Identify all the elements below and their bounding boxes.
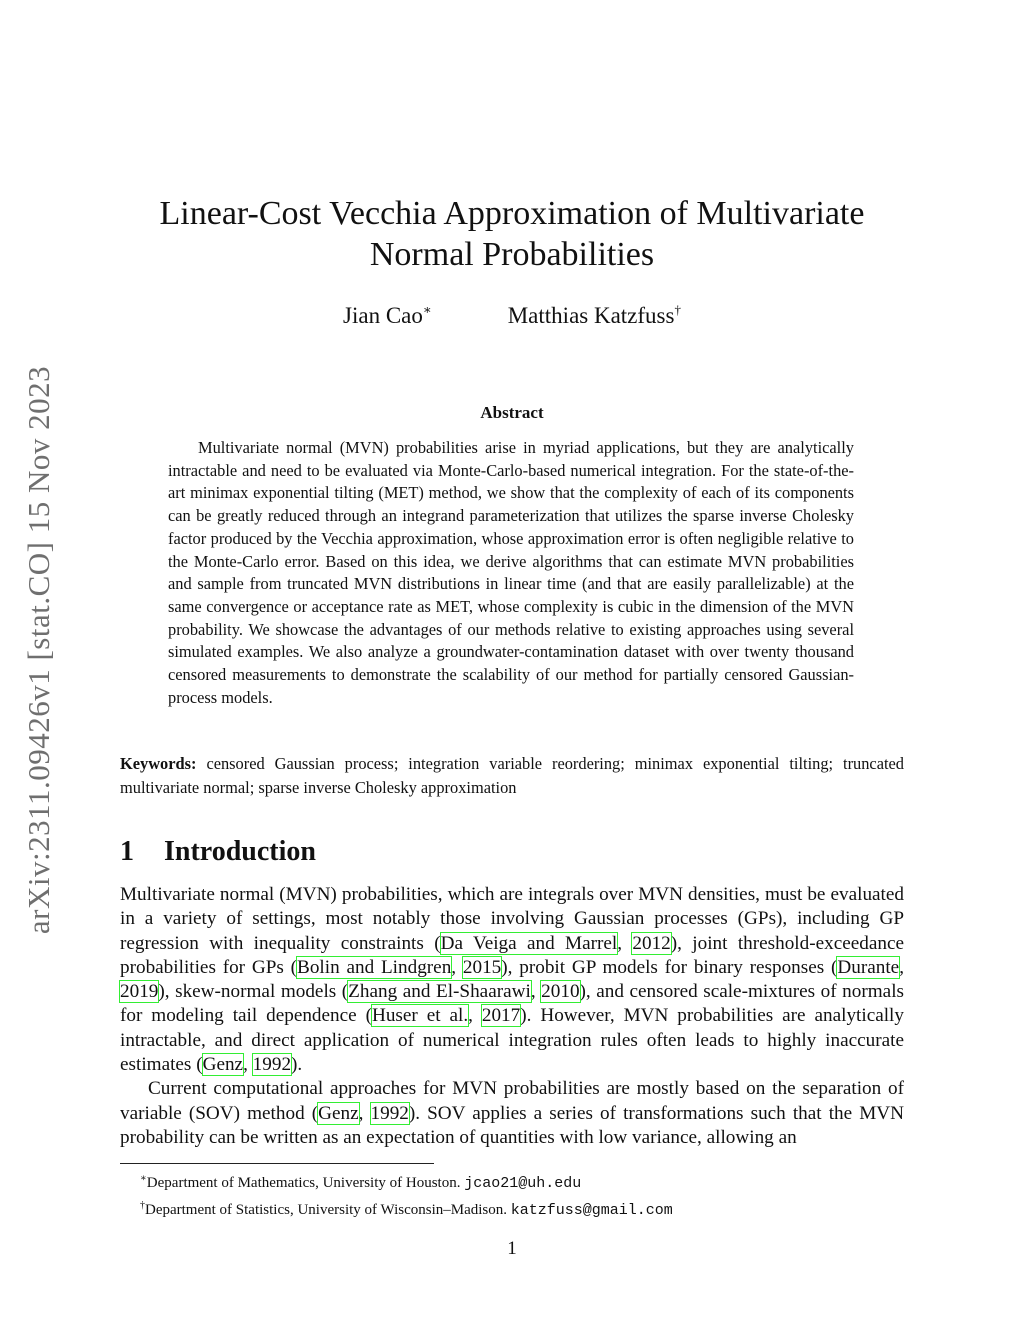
footnotes	[140, 1168, 910, 1222]
footnote-1-email[interactable]: jcao21@uh.edu	[464, 1175, 582, 1192]
author-1: Jian Cao∗	[343, 302, 432, 328]
keywords-text: censored Gaussian process; integration variable reordering; minimax exponential tilting; truncated multivariate normal; sparse inverse Cholesky approximation	[120, 754, 904, 797]
title-line-2: Normal Probabilities	[369, 236, 655, 273]
citation-year-link[interactable]: 2010	[541, 981, 580, 1003]
keywords	[120, 752, 904, 800]
citation-year-link[interactable]: 2019	[120, 981, 159, 1003]
citation-year-link[interactable]: 1992	[252, 1054, 292, 1076]
title-line-1: Linear-Cost Vecchia Approximation of Multivariate	[159, 195, 865, 232]
citation-year-link[interactable]: 2015	[462, 956, 502, 978]
arxiv-identifier: arXiv:2311.09426v1 [stat.CO] 15 Nov 2023	[21, 365, 57, 935]
citation-link[interactable]: Genz	[202, 1054, 244, 1076]
citation-link[interactable]: Da Veiga and Marrel	[440, 932, 618, 954]
footnote-2-email[interactable]: katzfuss@gmail.com	[510, 1202, 673, 1219]
page-number: 1	[507, 1238, 517, 1259]
author-list	[120, 302, 904, 329]
author-2: Matthias Katzfuss†	[507, 302, 681, 328]
arxiv-sidebar-stamp	[14, 345, 64, 955]
paragraph-1: Multivariate normal (MVN) probabilities, which are integrals over MVN densities, must be evaluated in a variety of settings, most notably those involving Gaussian processes (GPs), including GP regression with inequality constraints (Da Veiga and Marrel, 2012), joint threshold-exceedance probabilities for GPs (Bolin and Lindgren, 2015), probit GP models for binary responses (Durante, 2019), skew-normal models (Zhang and El-Shaarawi, 2010), and censored scale-mixtures of normals for modeling tail dependence (Huser et al., 2017). However, MVN probabilities are analytically intractable, and direct application of numerical integration rules often leads to highly inaccurate estimates (Genz, 1992).	[120, 884, 905, 1076]
citation-year-link[interactable]: 1992	[370, 1102, 409, 1124]
introduction-body	[120, 883, 904, 1150]
keywords-label: Keywords:	[120, 754, 197, 773]
citation-year-link[interactable]: 2012	[632, 932, 671, 954]
citation-year-link[interactable]: 2017	[481, 1005, 521, 1027]
citation-link[interactable]: Bolin and Lindgren	[297, 956, 452, 978]
paragraph-2: Current computational approaches for MVN probabilities are mostly based on the separation of variable (SOV) method (Genz, 1992). SOV applies a series of transformations such that the MVN probability can be written as an expectation of quantities with low variance, allowing an	[120, 1078, 904, 1148]
abstract-heading: Abstract	[480, 403, 544, 422]
author-2-footnote-mark[interactable]: †	[674, 302, 681, 317]
section-number: 1	[120, 836, 134, 867]
citation-link[interactable]: Huser et al.	[371, 1005, 469, 1027]
citation-link[interactable]: Genz	[318, 1102, 359, 1124]
section-title: Introduction	[164, 836, 316, 867]
footnote-2: †Department of Statistics, University of Wisconsin–Madison. katzfuss@gmail.com	[140, 1200, 673, 1219]
section-heading-introduction	[120, 832, 316, 872]
author-1-footnote-mark[interactable]: ∗	[422, 302, 432, 317]
footnote-1: ∗Department of Mathematics, University of Houston. jcao21@uh.edu	[140, 1173, 582, 1192]
footnote-rule	[120, 1163, 434, 1164]
paper-title	[120, 193, 904, 275]
citation-link[interactable]: Zhang and El-Shaarawi	[348, 981, 531, 1003]
citation-link[interactable]: Durante	[837, 956, 900, 978]
abstract-text: Multivariate normal (MVN) probabilities arise in myriad applications, but they are analytically intractable and need to be evaluated via Monte-Carlo-based numerical integration. For the state-of-the-art minimax exponential tilting (MET) method, we show that the complexity of each of its components can be greatly reduced through an integrand parameterization that utilizes the sparse inverse Cholesky factor produced by the Vecchia approximation, whose approximation error is often negligible relative to the Monte-Carlo error. Based on this idea, we derive algorithms that can estimate MVN probabilities and sample from truncated MVN distributions in linear time (and that are easily parallelizable) at the same convergence or acceptance rate as MET, whose complexity is cubic in the dimension of the MVN probability. We showcase the advantages of our methods relative to existing approaches using several simulated examples. We also analyze a groundwater-contamination dataset with over twenty thousand censored measurements to demonstrate the scalability of our method for partially censored Gaussian-process models.	[168, 438, 854, 707]
